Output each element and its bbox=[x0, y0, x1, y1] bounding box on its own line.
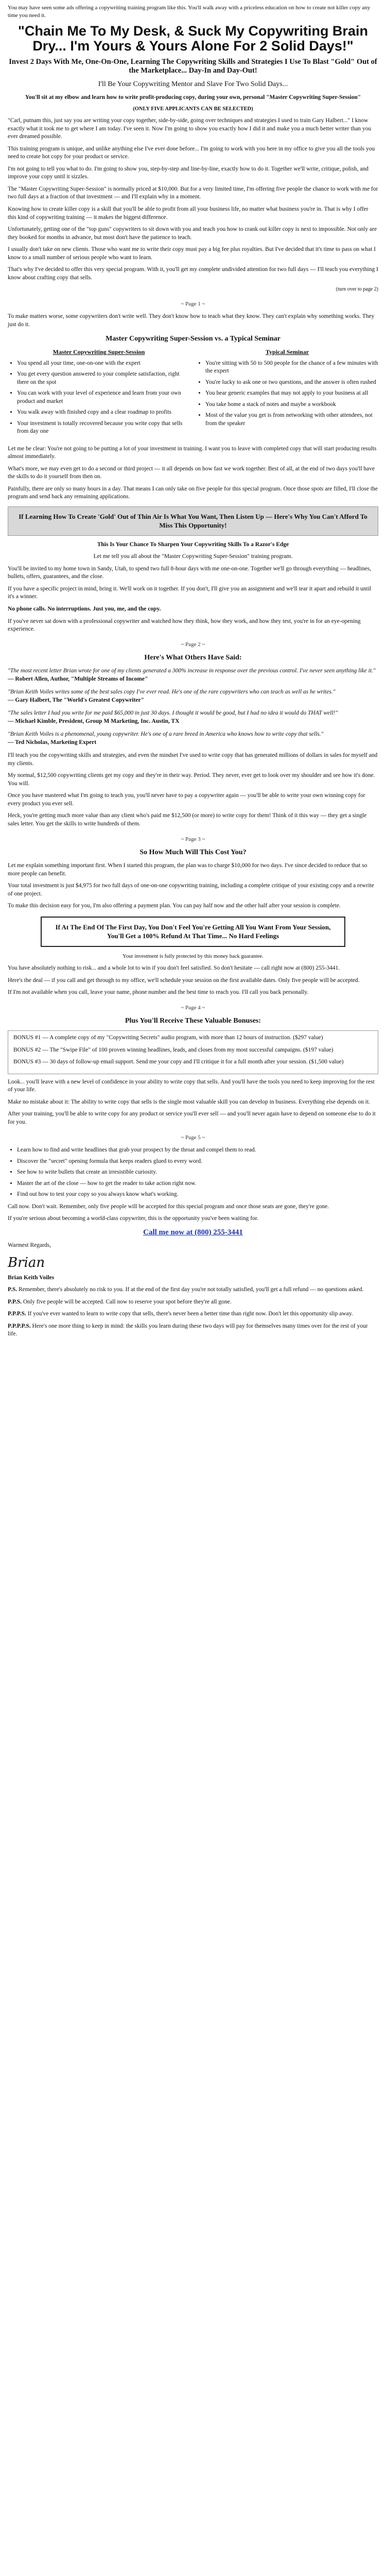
page3-3: Heck, you're getting much more value than any client who's paid me $12,500 (or more) to write copy for them! Think of it this way — they get a single sales letter. You get the skills to write hundreds of them. bbox=[8, 812, 367, 827]
more-3: If you've never sat down with a professional copywriter and watched how they think, how they work, and how they test, you're in for an eye-opening experience. bbox=[8, 618, 361, 633]
cost-2: To make this decision easy for you, I'm also offering a payment plan. You can pay half now and the other half after your session is complete. bbox=[8, 903, 341, 909]
intro-3: This training program is unique, and unlike anything else I've ever done before... I'm going to work with you here in my office to give you all the tools you need to create hot copy for your product or service. bbox=[8, 145, 375, 160]
signature: Brian bbox=[8, 1255, 45, 1270]
more-2: No phone calls. No interruptions. Just you, me, and the copy. bbox=[8, 605, 161, 612]
list-item: • You're lucky to ask one or two questions, and the answer is often rushed bbox=[205, 379, 378, 387]
compare-left-title: Master Copywriting Super-Session bbox=[52, 348, 145, 356]
highlight-box: If Learning How To Create 'Gold' Out of Thin Air Is What You Want, Then Listen Up — Here's Why You Can't Afford To Miss This Opportunity! bbox=[8, 506, 378, 536]
page-mark-3: ~ Page 3 ~ bbox=[181, 836, 205, 842]
page3-2: Once you have mastered what I'm going to teach you, you'll never have to pay a copywriter again — you'll be able to write your own winning copy for every product you ever sell. bbox=[8, 792, 365, 807]
list-item: BONUS #3 — 30 days of follow-up email support. Send me your copy and I'll critique it for a full month after your session. ($1,500 value) bbox=[13, 1059, 344, 1065]
testimonial-quote: "The most recent letter Brian wrote for one of my clients generated a 300% increase in response over the previous control. I've never seen anything like it." bbox=[8, 668, 376, 674]
list-item: BONUS #2 — The "Swipe File" of 100 proven winning headlines, leads, and closes from my most successful campaigns. ($197 value) bbox=[13, 1046, 334, 1053]
guarantee-box: If At The End Of The First Day, You Don't Feel You're Getting All You Want From Your Session, You'll Get a 100% Refund At That Time... No Hard Feelings bbox=[41, 917, 345, 947]
compare-right-list bbox=[196, 360, 378, 428]
intro-0: You'll sit at my elbow and learn how to write profit-producing copy, during your own, personal "Master Copywriting Super-Session" bbox=[25, 94, 361, 100]
postscript bbox=[8, 1286, 378, 1294]
intro-4: I'm not going to tell you what to do. I'm going to show you, step-by-step and line-by-line, exactly how to do it. Together we'll write, critique, polish, and improve your copy until it sizzles. bbox=[8, 165, 369, 180]
list-item: • Discover the "secret" opening formula that keeps readers glued to every word. bbox=[17, 1158, 378, 1166]
testimonial-author: — Michael Kimble, President, Group M Marketing, Inc. Austin, TX bbox=[8, 718, 180, 724]
list-item: • Your investment is totally recovered because you write copy that sells from day one bbox=[17, 420, 190, 436]
postscript bbox=[8, 1323, 378, 1338]
skills-checklist bbox=[8, 1146, 378, 1199]
bonus-list bbox=[8, 1030, 378, 1074]
guarantee-note: Your investment is fully protected by this money back guarantee. bbox=[122, 953, 264, 959]
make-note: To make matters worse, some copywriters don't write well. They don't know how to teach what they know. They can't explain why something works. They just do it. bbox=[8, 313, 375, 328]
turn-page-note: (turn over to page 2) bbox=[336, 286, 378, 293]
intro-1: (ONLY FIVE APPLICANTS CAN BE SELECTED) bbox=[133, 106, 253, 112]
testimonial-quote: "Brian Keith Voiles writes some of the best sales copy I've ever read. He's one of the rare copywriters who can teach as well as he writes." bbox=[8, 689, 336, 696]
list-item: • See how to write bullets that create an irresistible curiosity. bbox=[17, 1168, 378, 1177]
testimonials-heading: Here's What Others Have Said: bbox=[144, 654, 242, 662]
signer-name: Brian Keith Voiles bbox=[8, 1274, 55, 1281]
postscript bbox=[8, 1298, 378, 1307]
testimonial bbox=[8, 688, 378, 704]
comparison-table bbox=[8, 348, 378, 439]
testimonial bbox=[8, 731, 378, 747]
list-item: • You can work with your level of experience and learn from your own product and market bbox=[17, 389, 190, 405]
ps-text: Only five people will be accepted. Call now to reserve your spot before they're all gone. bbox=[23, 1298, 232, 1305]
closing-1: If you're serious about becoming a world-class copywriter, this is the opportunity you've been waiting for. bbox=[8, 1215, 258, 1222]
list-item: • Most of the value you get is from networking with other attendees, not from the speaker bbox=[205, 412, 378, 428]
ps-text: Here's one more thing to keep in mind: the skills you learn during these two days will pay for themselves many times over for the rest of your life. bbox=[8, 1323, 368, 1337]
testimonial-quote: "Brian Keith Voiles is a phenomenal, young copywriter. He's one of a rare breed in America who knows how to write copy that sells." bbox=[8, 731, 324, 738]
page4-2: If I'm not available when you call, leave your name, phone number and the best time to reach you. I'll call you back personally. bbox=[8, 989, 309, 996]
testimonial-quote: "The sales letter I had you write for me paid $65,000 in just 30 days. I thought it would be good, but I had no idea it would do THAT well!" bbox=[8, 710, 338, 717]
body-2: I usually don't take on new clients. Those who want me to write their copy must pay a big fee plus royalties. But I've decided that it's time to pass on what I know to a small number of serious people who want to learn. bbox=[8, 246, 376, 261]
list-item: • Learn how to find and write headlines that grab your prospect by the throat and compel them to read. bbox=[17, 1146, 378, 1155]
list-item: • You hear generic examples that may not apply to your business at all bbox=[205, 389, 378, 398]
page4-1: Here's the deal — if you call and get through to my office, we'll schedule your session on the first available dates. Only five people will be accepted. bbox=[8, 977, 360, 984]
ps-label: P.P.S. bbox=[8, 1298, 22, 1305]
ps-label: P.P.P.P.S. bbox=[8, 1323, 31, 1329]
phone-link[interactable]: Call me now at (800) 255-3441 bbox=[143, 1228, 243, 1236]
page3-0: I'll teach you the copywriting skills and strategies, and even the mindset I've used to write copy that has generated millions of dollars in sales for myself and my clients. bbox=[8, 752, 378, 767]
page4-0: You have absolutely nothing to risk... and a whole lot to win if you don't feel satisfied. So don't hesitate — call right now at (800) 255-3441. bbox=[8, 965, 340, 972]
mid-1: What's more, we may even get to do a second or third project — it all depends on how fast we work together. Best of all, at the end of two days you'll have the skills to do it yourself from then on. bbox=[8, 465, 375, 480]
body-0: Knowing how to create killer copy is a skill that you'll be able to profit from all your business life, no matter what business you're in. That is why I offer this kind of copywriting training — it makes the biggest difference. bbox=[8, 206, 369, 221]
intro-5: The "Master Copywriting Super-Session" is normally priced at $10,000. But for a very limited time, I'm offering five people the chance to work with me for two full days at a fraction of that investment — and I'll explain why in a moment. bbox=[8, 185, 378, 200]
testimonial-author: — Ted Nicholas, Marketing Expert bbox=[8, 739, 97, 745]
body-1: Unfortunately, getting one of the "top guns" copywriters to sit down with you and teach you how to crank out killer copy is next to impossible. Not only are they booked for months in advance, but most don't have the patience to teach. bbox=[8, 226, 377, 241]
cost-1: Your total investment is just $4,975 for two full days of one-on-one copywriting training, including a complete critique of your existing copy and a rewrite of one project. bbox=[8, 883, 374, 897]
list-item: • You walk away with finished copy and a clear roadmap to profits bbox=[17, 409, 190, 417]
bonuses-heading: Plus You'll Receive These Valuable Bonuses: bbox=[125, 1017, 261, 1025]
page-mark-5: ~ Page 5 ~ bbox=[181, 1134, 205, 1141]
sign-off: Warmest Regards, bbox=[8, 1242, 51, 1249]
testimonial bbox=[8, 709, 378, 725]
compare-right-column bbox=[196, 348, 378, 439]
ps-label: P.P.P.S. bbox=[8, 1311, 26, 1317]
mid-2: Painfully, there are only so many hours in a day. That means I can only take on five people for this special program. Once those spots are filled, I'll close the program and send back any remaining applications. bbox=[8, 485, 378, 500]
more-0: You'll be invited to my home town in Sandy, Utah, to spend two full 8-hour days with me one-on-one. Together we'll go through everything — headlines, bullets, offers, guarantees, and the close. bbox=[8, 565, 372, 580]
compare-left-column bbox=[8, 348, 190, 439]
compare-left-list bbox=[8, 360, 190, 436]
list-item: • You're sitting with 50 to 500 people for the chance of a few minutes with the expert bbox=[205, 360, 378, 376]
list-item: • Find out how to test your copy so you always know what's working. bbox=[17, 1191, 378, 1199]
cost-0: Let me explain something important first. When I started this program, the plan was to charge $10,000 for two days. I've since decided to reduce that so more people can benefit. bbox=[8, 862, 367, 877]
cost-heading: So How Much Will This Cost You? bbox=[139, 849, 247, 857]
subhead: Invest 2 Days With Me, One-On-One, Learning The Copywriting Skills and Strategies I Use To Blast "Gold" Out of the Marketplace... Day-In and Day-Out! bbox=[9, 58, 377, 75]
postscript bbox=[8, 1310, 378, 1318]
compare-right-title: Typical Seminar bbox=[265, 348, 309, 356]
list-item: • You spend all your time, one-on-one with the expert bbox=[17, 360, 190, 368]
more-1: If you have a specific project in mind, bring it. We'll work on it together. If you don't, I'll give you an assignment and we'll tear it apart and rebuild it until it's a winner. bbox=[8, 585, 372, 600]
list-item: • Master the art of the close — how to get the reader to take action right now. bbox=[17, 1180, 378, 1188]
sales-letter bbox=[8, 0, 378, 1338]
page5-2: After your training, you'll be able to write copy for any product or service you'll ever sell — and you'll never again have to depend on someone else to do it for you. bbox=[8, 1111, 376, 1125]
testimonial-author: — Gary Halbert, The "World's Greatest Copywriter" bbox=[8, 697, 144, 703]
page5-0: Look... you'll leave with a new level of confidence in your ability to write copy that sells. And you'll have the tools you need to keep improving for the rest of your life. bbox=[8, 1078, 375, 1093]
list-item: • You get every question answered to your complete satisfaction, right there on the spot bbox=[17, 370, 190, 386]
mid-0: Let me be clear: You're not going to be putting a lot of your investment in training. I want you to leave with completed copy that will start producing results almost immediately. bbox=[8, 445, 377, 460]
cta-line-1: Let me tell you all about the "Master Copywriting Super-Session" training program. bbox=[93, 553, 293, 560]
headline: "Chain Me To My Desk, & Suck My Copywriting Brain Dry... I'm Yours & Yours Alone For 2 Solid Days!" bbox=[18, 23, 368, 54]
cta-line-0: This Is Your Chance To Sharpen Your Copywriting Skills To a Razor's Edge bbox=[97, 541, 289, 548]
compare-heading: Master Copywriting Super-Session vs. a Typical Seminar bbox=[106, 334, 280, 343]
closing-0: Call now. Don't wait. Remember, only five people will be accepted for this special program and once those seats are gone, they're gone. bbox=[8, 1203, 329, 1210]
list-item: • You take home a stack of notes and maybe a workbook bbox=[205, 401, 378, 409]
ps-label: P.S. bbox=[8, 1286, 17, 1293]
call-to-action-phone[interactable] bbox=[8, 1227, 378, 1238]
page5-1: Make no mistake about it: The ability to write copy that sells is the single most valuable skill you can develop in business. Everything else depends on it. bbox=[8, 1098, 371, 1105]
ps-text: If you've ever wanted to learn to write copy that sells, there's never been a better time than right now. Don't let this opportunity slip away. bbox=[27, 1311, 353, 1317]
body-3: That's why I've decided to offer this very special program. With it, you'll get my complete undivided attention for two full days — I'll teach you everything I know about crafting copy that sells. bbox=[8, 266, 378, 281]
ps-text: Remember, there's absolutely no risk to you. If at the end of the first day you're not totally satisfied, you'll get a full refund — no questions asked. bbox=[19, 1286, 364, 1293]
intro-2: "Carl, putnam this, just say you are writing your copy together, side-by-side, going over techniques and strategies I used to train Gary Halbert..." I know exactly what it took me to get where I am today. I've seen it. Now I'm going to show you exactly how I did it and make you a much better writer than you ever dreamed possible. bbox=[8, 117, 372, 140]
top-note: You may have seen some ads offering a copywriting training program like this. You'll walk away with a priceless education on how to create not killer copy any time you need it. bbox=[8, 5, 371, 19]
subhead-mentor: I'll Be Your Copywriting Mentor and Slave For Two Solid Days... bbox=[98, 80, 288, 88]
page3-1: My normal, $12,500 copywriting clients get my copy and they're in their way. Period. They never, ever get to look over my shoulder and see how it's done. You will. bbox=[8, 772, 375, 787]
list-item: BONUS #1 — A complete copy of my "Copywriting Secrets" audio program, with more than 12 hours of instruction. ($297 value) bbox=[13, 1035, 323, 1041]
page-mark-4: ~ Page 4 ~ bbox=[181, 1004, 205, 1011]
page-mark-1: ~ Page 1 ~ bbox=[181, 300, 205, 307]
testimonial bbox=[8, 667, 378, 683]
testimonial-author: — Robert Allen, Author, "Multiple Streams of Income" bbox=[8, 675, 148, 682]
page-mark-2: ~ Page 2 ~ bbox=[181, 641, 205, 648]
